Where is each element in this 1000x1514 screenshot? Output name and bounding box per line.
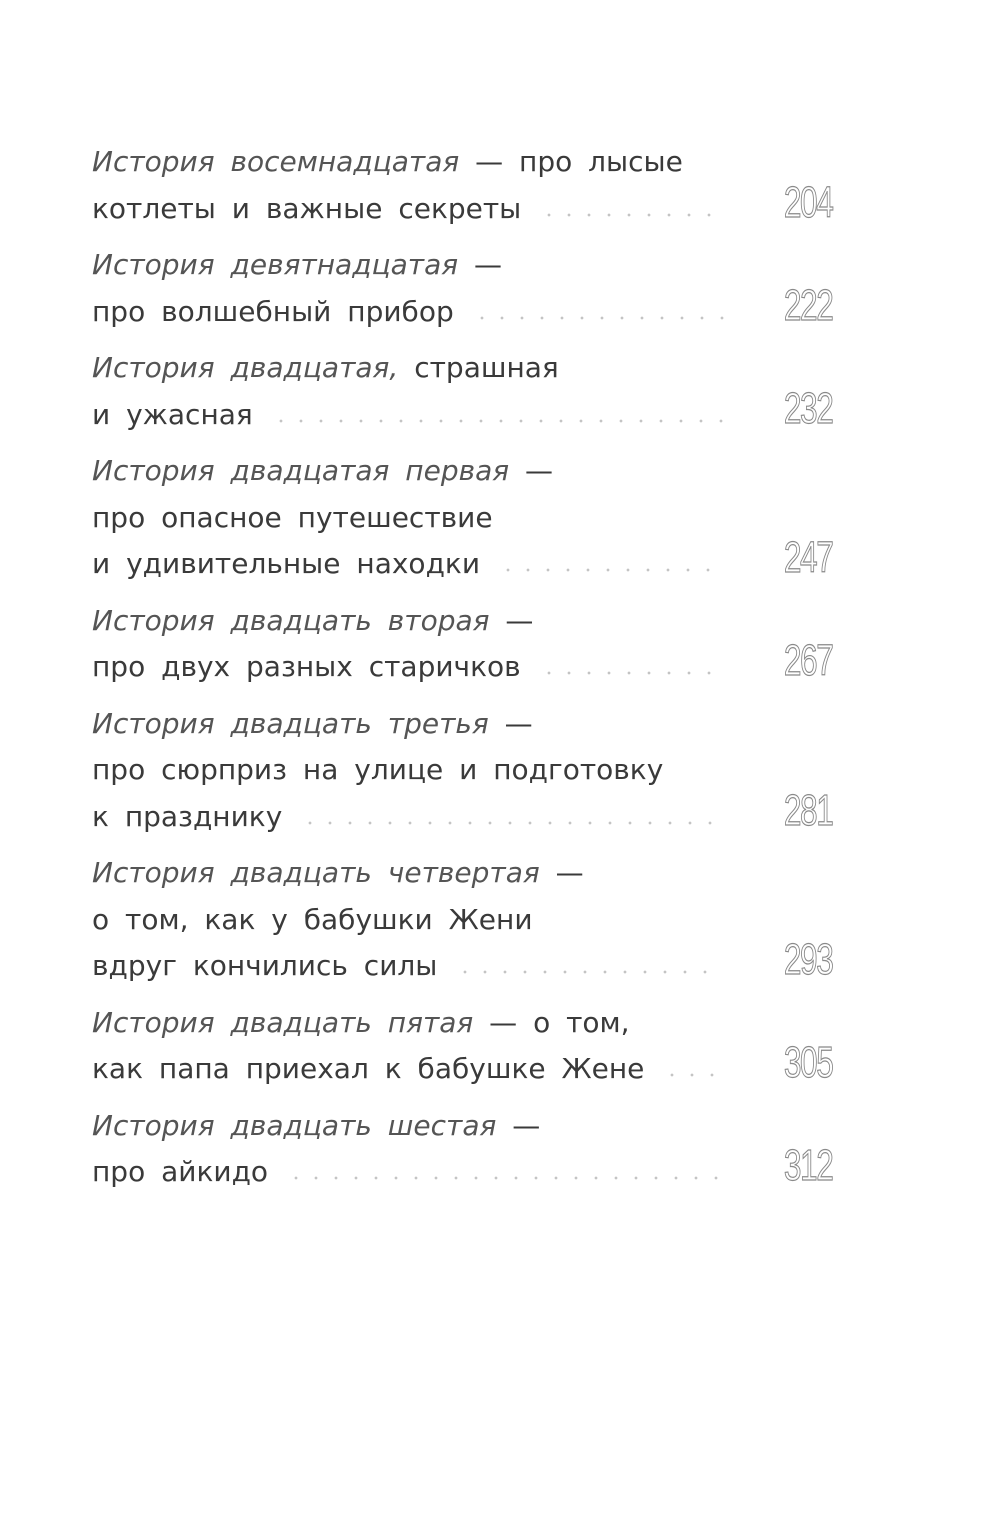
line-text: [92, 604, 533, 637]
story-subtitle: к празднику: [92, 799, 283, 833]
story-title: История двадцать вторая: [92, 603, 490, 637]
line-text: [92, 707, 533, 740]
line-text: [92, 1109, 540, 1142]
toc-entry-line: [92, 747, 832, 794]
story-subtitle: —: [488, 706, 533, 740]
line-text: [92, 903, 533, 936]
story-title: История двадцать четвертая: [92, 856, 540, 889]
story-subtitle: как папа приехал к бабушке Жене: [92, 1052, 645, 1085]
story-subtitle: —: [458, 248, 502, 281]
story-title: История двадцатая,: [92, 351, 399, 384]
dot-leader: [472, 315, 732, 321]
story-subtitle: про опасное путешествие: [92, 500, 493, 534]
story-subtitle: про волшебный прибор: [92, 294, 454, 328]
line-text: [92, 1006, 630, 1039]
toc-entry-line: [92, 897, 832, 944]
dot-leader: [498, 567, 718, 573]
toc-entry: [92, 701, 832, 841]
story-subtitle: про двух разных старичков: [92, 650, 521, 683]
toc-entry-line: [92, 935, 832, 990]
story-subtitle: про айкидо: [92, 1155, 269, 1188]
story-subtitle: —: [496, 1108, 541, 1142]
story-subtitle: — про лысые: [459, 145, 683, 178]
page-number: 312: [783, 1141, 832, 1190]
toc-entry-line: [92, 1103, 832, 1150]
page-number: 293: [783, 935, 832, 984]
story-title: История восемнадцатая: [92, 145, 460, 178]
toc-entry-line: [92, 850, 832, 897]
story-title: История двадцать третья: [92, 706, 489, 740]
toc-entry: [92, 598, 832, 691]
toc-entry-line: [92, 345, 832, 392]
story-subtitle: —: [509, 454, 554, 487]
toc-entry: [92, 345, 832, 438]
toc-entry-line: [92, 383, 832, 439]
page-number: 281: [783, 785, 832, 835]
toc-entry-line: [92, 785, 832, 841]
toc-entry: [92, 850, 832, 990]
page-number: 232: [783, 383, 832, 433]
page-number: 204: [783, 177, 832, 227]
dot-leader: [300, 820, 720, 826]
toc-entry-line: [92, 242, 832, 289]
story-subtitle: и удивительные находки: [92, 547, 481, 580]
toc-entry-line: [92, 636, 832, 691]
story-title: История двадцатая первая: [92, 454, 510, 487]
toc-entry-line: [92, 598, 832, 645]
toc-entry-line: [92, 448, 832, 495]
dot-leader: [455, 969, 715, 975]
story-subtitle: про сюрприз на улице и подготовку: [92, 753, 664, 786]
toc-entry-line: [92, 280, 832, 336]
story-subtitle: вдруг кончились силы: [92, 949, 438, 982]
dot-leader: [271, 418, 731, 424]
toc-entry-line: [92, 701, 832, 748]
story-subtitle: и ужасная: [92, 397, 253, 431]
line-text: [92, 753, 663, 786]
line-text: [92, 351, 559, 384]
line-text: [92, 392, 253, 439]
story-subtitle: о том, как у бабушки Жени: [92, 902, 533, 936]
toc-entry: [92, 1000, 832, 1093]
story-subtitle: — о том,: [473, 1005, 630, 1039]
toc-entry-line: [92, 177, 832, 233]
page-number: 247: [783, 533, 832, 582]
toc-entry: [92, 139, 832, 232]
toc-entry: [92, 1103, 832, 1196]
line-text: [92, 1149, 268, 1196]
page-number: 267: [783, 636, 832, 685]
story-title: История девятнадцатая: [92, 248, 459, 281]
story-title: История двадцать шестая: [92, 1108, 497, 1142]
line-text: [92, 541, 480, 588]
line-text: [92, 145, 683, 178]
line-text: [92, 1046, 644, 1093]
toc-entry-line: [92, 533, 832, 588]
toc-entry: [92, 448, 832, 588]
story-subtitle: —: [489, 603, 534, 637]
toc-entry-line: [92, 1141, 832, 1196]
toc-entry-line: [92, 1000, 832, 1047]
story-subtitle: котлеты и важные секреты: [92, 191, 522, 225]
toc-entry: [92, 242, 832, 335]
line-text: [92, 644, 521, 691]
story-title: История двадцать пятая: [92, 1005, 474, 1039]
line-text: [92, 856, 584, 889]
page-number: 305: [783, 1038, 832, 1087]
toc-entry-line: [92, 1038, 832, 1093]
line-text: [92, 454, 553, 487]
dot-leader: [539, 670, 719, 676]
line-text: [92, 186, 521, 233]
dot-leader: [662, 1072, 722, 1078]
toc-entry-line: [92, 139, 832, 186]
dot-leader: [286, 1175, 726, 1181]
line-text: [92, 289, 454, 336]
table-of-contents: [92, 139, 832, 1206]
line-text: [92, 248, 502, 281]
story-subtitle: —: [539, 856, 584, 889]
line-text: [92, 943, 437, 990]
line-text: [92, 501, 493, 534]
page-number: 222: [783, 280, 832, 330]
dot-leader: [539, 212, 719, 218]
toc-entry-line: [92, 495, 832, 542]
line-text: [92, 794, 282, 841]
story-subtitle: страшная: [398, 351, 559, 384]
